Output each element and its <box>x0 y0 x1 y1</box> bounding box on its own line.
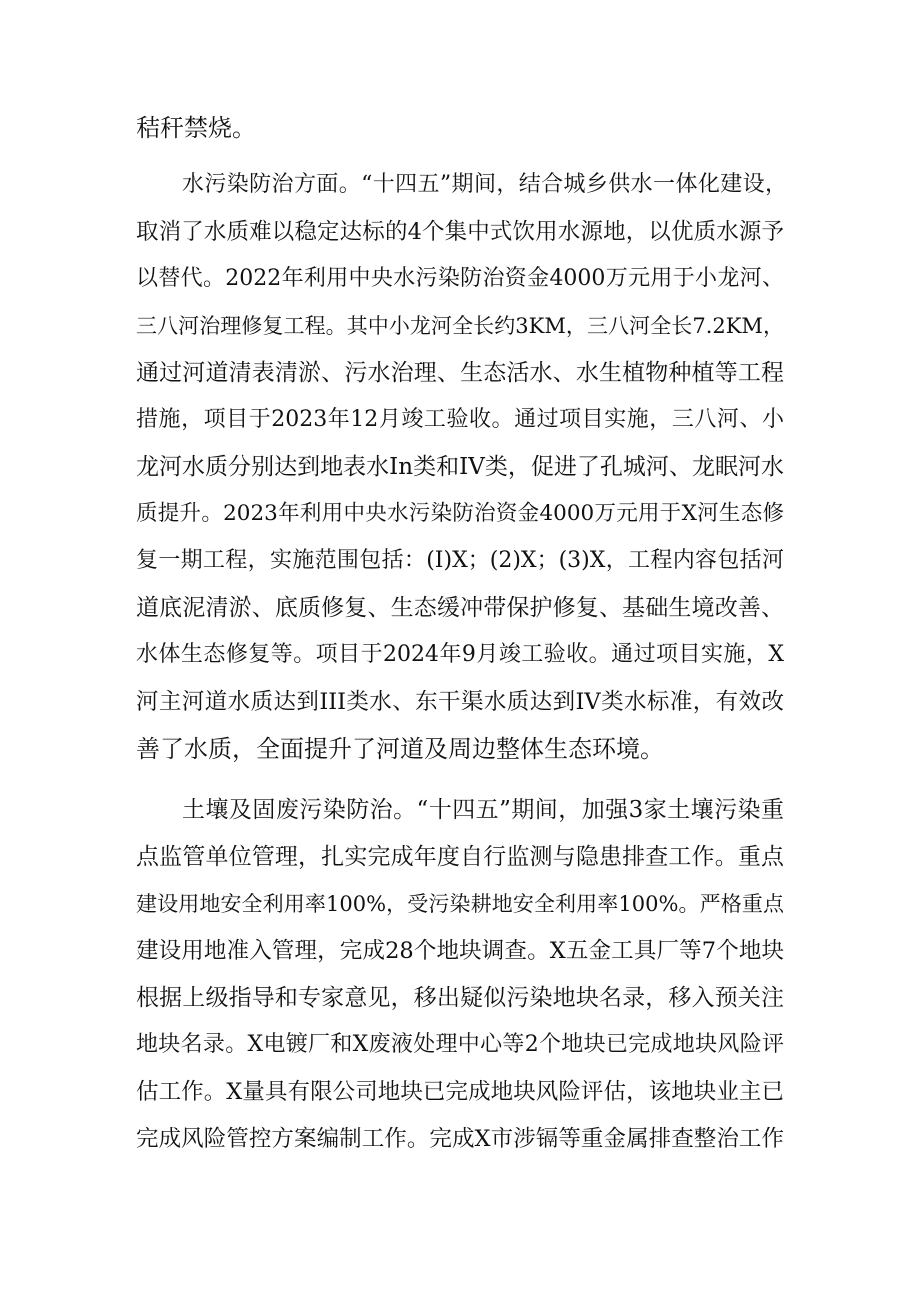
text-line <box>0 212 920 252</box>
text-line <box>0 931 920 971</box>
text-line-content: 秸秆禁烧。 <box>136 114 256 142</box>
text-line <box>0 108 920 148</box>
paragraph-first-line <box>0 165 920 205</box>
text-line-content: 根据上级指导和专家意见，移出疑似污染地块名录，移入预关注 <box>136 985 784 1011</box>
text-line-content: 道底泥清淤、底质修复、生态缓冲带保护修复、基础生境改善、 <box>136 595 784 621</box>
text-line-content: 三八河治理修复工程。其中小龙河全长约3KM，三八河全长7.2KM， <box>136 314 784 338</box>
paragraph-last-line <box>0 729 920 769</box>
text-line <box>0 978 920 1018</box>
text-line-content: 完成风险管控方案编制工作。完成X市涉镉等重金属排查整治工作 <box>136 1126 784 1152</box>
text-line <box>0 306 920 346</box>
text-line-content: 通过河道清表清淤、污水治理、生态活水、水生植物种植等工程 <box>136 360 784 386</box>
text-line <box>0 541 920 581</box>
text-line-content: 复一期工程，实施范围包括：(I)X；(2)X；(3)X，工程内容包括河 <box>136 548 784 573</box>
text-line-content: 水体生态修复等。项目于2024年9月竣工验收。通过项目实施，X <box>136 642 784 667</box>
text-line-content: 估工作。X量具有限公司地块已完成地块风险评估，该地块业主已 <box>136 1079 784 1105</box>
text-line <box>0 1072 920 1112</box>
text-line <box>0 884 920 924</box>
paragraph-first-line <box>0 790 920 830</box>
text-line-content: 建设用地安全利用率100%，受污染耕地安全利用率100%。严格重点 <box>136 892 784 916</box>
text-line-content: 地块名录。X电镀厂和X废液处理中心等2个地块已完成地块风险评 <box>136 1032 784 1057</box>
text-line <box>0 447 920 487</box>
text-line-content: 善了水质，全面提升了河道及周边整体生态环境。 <box>136 735 664 763</box>
text-line-content: 质提升。2023年利用中央水污染防治资金4000万元用于X河生态修 <box>136 501 784 526</box>
text-line <box>0 400 920 440</box>
text-line-content: 以替代。2022年利用中央水污染防治资金4000万元用于小龙河、 <box>136 266 784 291</box>
text-line-content: 取消了水质难以稳定达标的4个集中式饮用水源地，以优质水源予 <box>136 219 784 245</box>
text-line <box>0 353 920 393</box>
text-line-content: 水污染防治方面。“十四五”期间，结合城乡供水一体化建设， <box>182 172 787 197</box>
text-line <box>0 682 920 722</box>
text-line-content: 龙河水质分别达到地表水In类和IV类，促进了孔城河、龙眠河水 <box>136 454 784 480</box>
text-line-content: 措施，项目于2023年12月竣工验收。通过项目实施，三八河、小 <box>136 407 784 432</box>
text-line-content: 河主河道水质达到III类水、东干渠水质达到IV类水标准，有效改 <box>136 689 784 715</box>
text-line-content: 土壤及固废污染防治。“十四五”期间，加强3家土壤污染重 <box>182 797 784 823</box>
text-line <box>0 1119 920 1159</box>
text-line <box>0 635 920 675</box>
text-line-content: 点监管单位管理，扎实完成年度自行监测与隐患排查工作。重点 <box>136 844 784 870</box>
text-line <box>0 588 920 628</box>
text-line-content: 建设用地准入管理，完成28个地块调查。X五金工具厂等7个地块 <box>136 938 784 964</box>
text-line <box>0 1025 920 1065</box>
text-line <box>0 494 920 534</box>
text-line <box>0 259 920 299</box>
text-line <box>0 837 920 877</box>
